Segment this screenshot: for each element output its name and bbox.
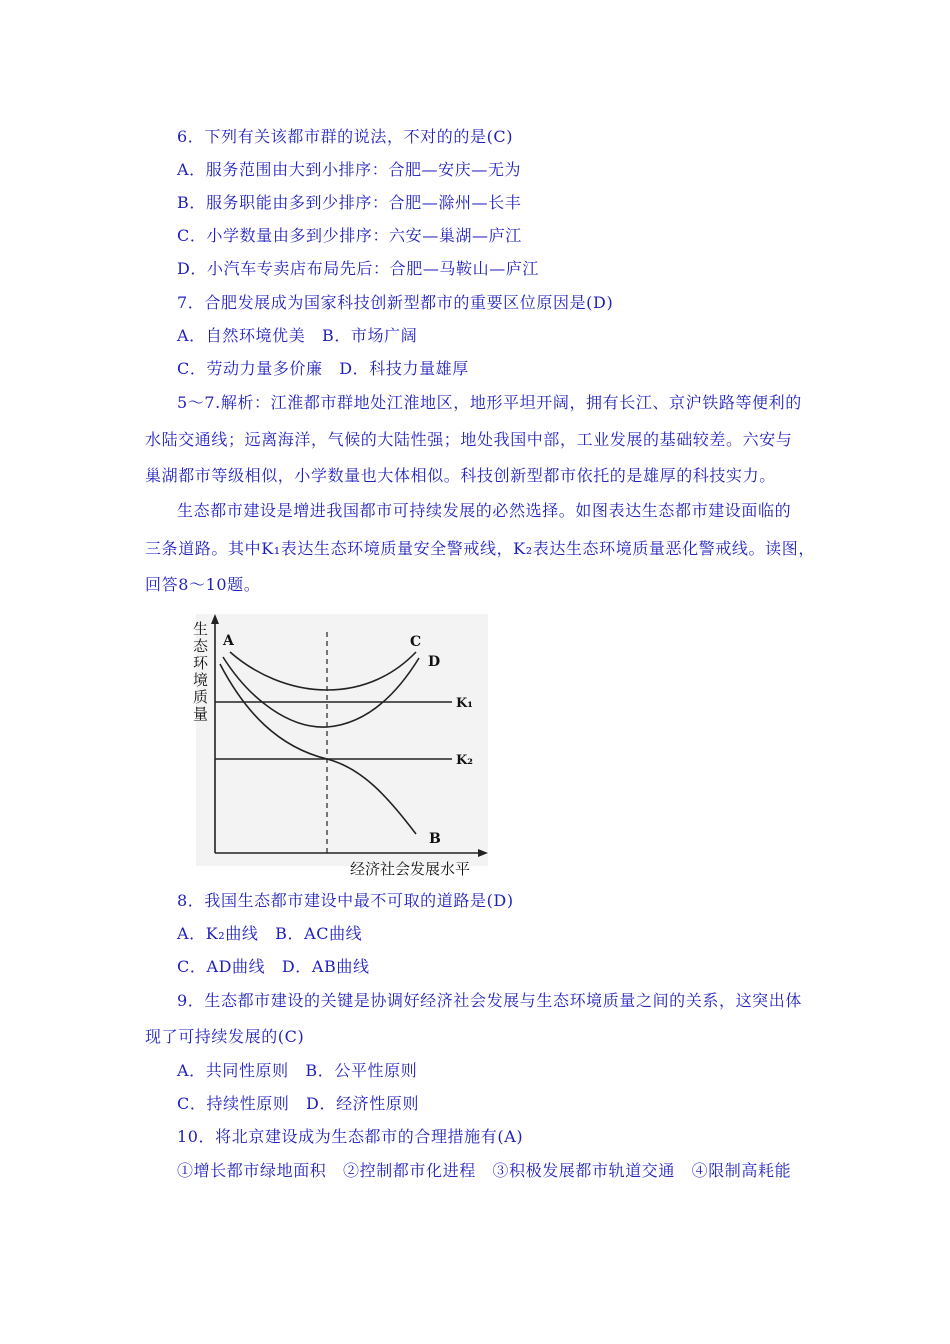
question-9-stem-line-1: 9．生态都市建设的关键是协调好经济社会发展与生态环境质量之间的关系，这突出体: [177, 991, 802, 1010]
question-7-options-cd: C．劳动力量多价廉 D．科技力量雄厚: [177, 359, 469, 378]
y-axis-label-char-6: 量: [193, 705, 209, 723]
k2-label: K₂: [456, 753, 473, 768]
analysis-line-3: 巢湖都市等级相似，小学数量也大体相似。科技创新型都市依托的是雄厚的科技实力。: [145, 466, 776, 485]
y-axis-label-char-1: 生: [193, 620, 209, 638]
k1-label: K₁: [456, 696, 473, 711]
analysis-line-2: 水陆交通线；远离海洋，气候的大陆性强；地处我国中部，工业发展的基础较差。六安与: [145, 430, 793, 449]
question-8-options-ab: A．K₂曲线 B．AC曲线: [177, 924, 363, 943]
diagram-background: [196, 614, 488, 866]
y-axis-label-char-3: 环: [193, 654, 209, 672]
analysis-line-1: 5～7.解析：江淮都市群地处江淮地区，地形平坦开阔，拥有长江、京沪铁路等便利的: [177, 393, 802, 412]
x-axis-label: 经济社会发展水平: [350, 860, 471, 878]
intro-line-2: 三条道路。其中K₁表达生态环境质量安全警戒线，K₂表达生态环境质量恶化警戒线。读图，: [145, 539, 815, 558]
question-6-option-a: A．服务范围由大到小排序：合肥—安庆—无为: [177, 160, 522, 179]
question-10-measures: ①增长都市绿地面积 ②控制都市化进程 ③积极发展都市轨道交通 ④限制高耗能: [177, 1161, 792, 1180]
point-label-a: A: [223, 633, 234, 649]
question-7-stem: 7．合肥发展成为国家科技创新型都市的重要区位原因是(D): [177, 293, 614, 312]
question-10-stem: 10．将北京建设成为生态都市的合理措施有(A): [177, 1127, 524, 1146]
point-label-d: D: [428, 654, 441, 670]
question-6-option-b: B．服务职能由多到少排序：合肥—滁州—长丰: [177, 193, 522, 212]
eco-city-diagram: [190, 612, 490, 880]
question-9-options-cd: C．持续性原则 D．经济性原则: [177, 1094, 420, 1113]
question-7-options-ab: A．自然环境优美 B．市场广阔: [177, 326, 418, 345]
question-8-stem: 8．我国生态都市建设中最不可取的道路是(D): [177, 891, 514, 910]
intro-line-1: 生态都市建设是增进我国都市可持续发展的必然选择。如图表达生态都市建设面临的: [177, 501, 792, 520]
y-axis-label-char-4: 境: [193, 671, 209, 689]
point-label-c: C: [410, 634, 422, 650]
y-axis-label-char-2: 态: [193, 637, 209, 655]
intro-line-3: 回答8～10题。: [145, 575, 261, 594]
question-8-options-cd: C．AD曲线 D．AB曲线: [177, 957, 370, 976]
question-6-stem: 6．下列有关该都市群的说法，不对的的是(C): [177, 127, 514, 146]
question-6-option-d: D．小汽车专卖店布局先后：合肥—马鞍山—庐江: [177, 259, 540, 278]
question-6-option-c: C．小学数量由多到少排序：六安—巢湖—庐江: [177, 226, 522, 245]
question-9-options-ab: A．共同性原则 B．公平性原则: [177, 1061, 418, 1080]
diagram-svg: [190, 612, 490, 880]
y-axis-label-char-5: 质: [193, 688, 209, 706]
point-label-b: B: [429, 831, 441, 847]
question-9-stem-line-2: 现了可持续发展的(C): [145, 1027, 305, 1046]
